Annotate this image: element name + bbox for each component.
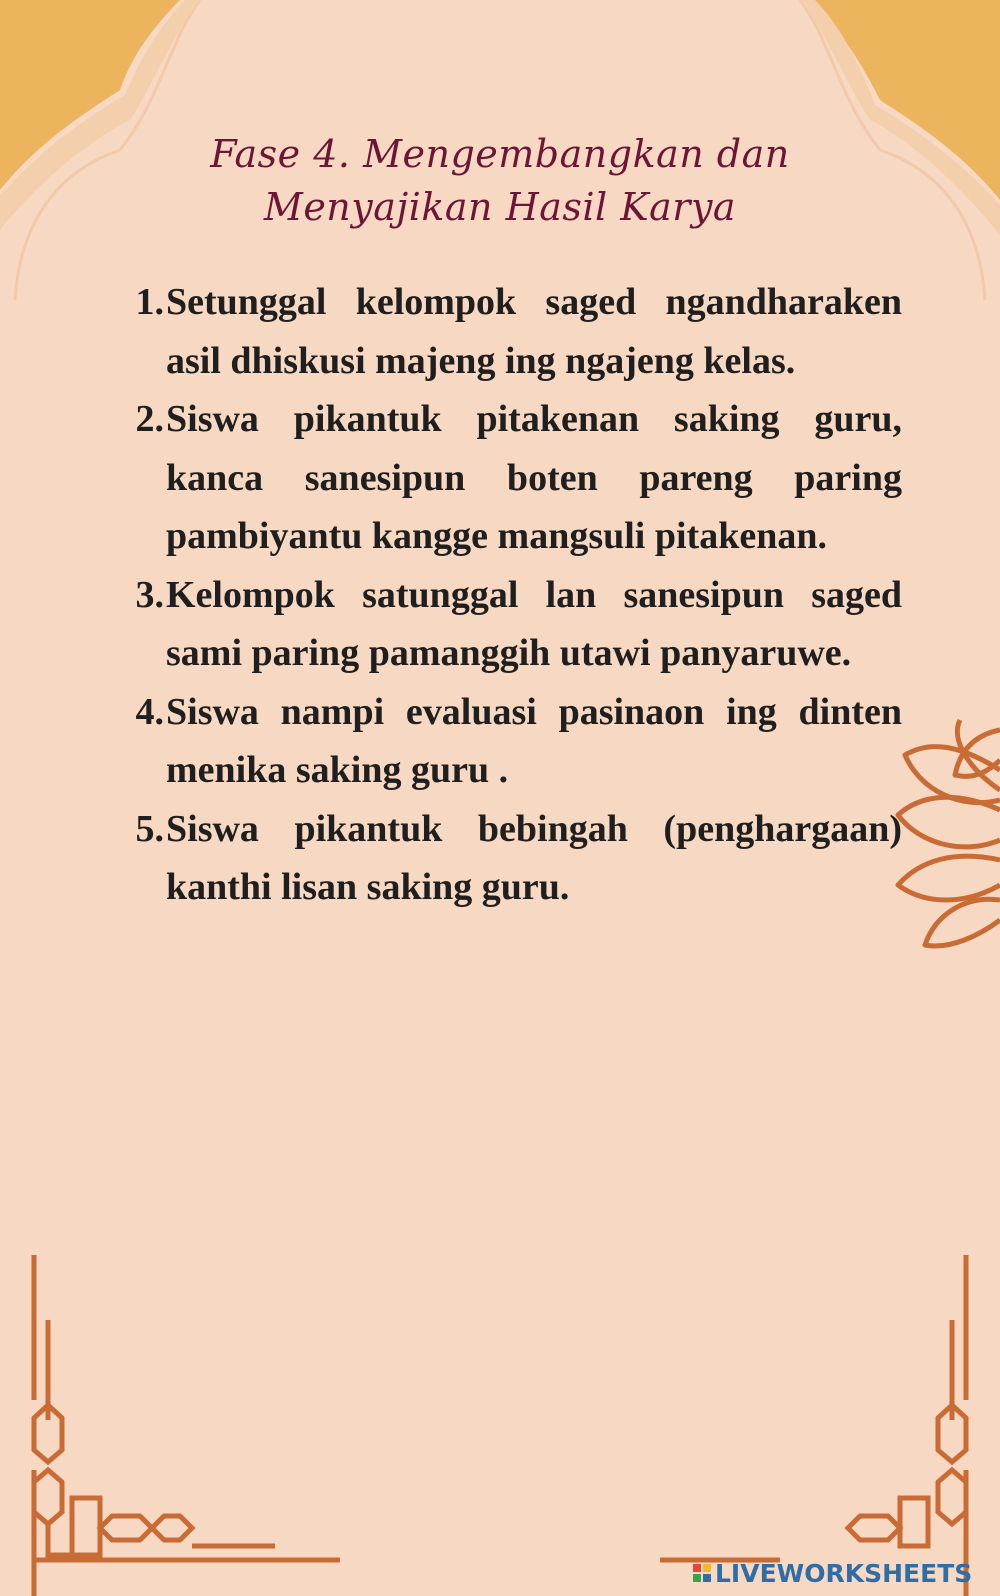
item-number: 2. xyxy=(135,398,164,440)
item-number: 5. xyxy=(135,807,164,850)
lotus-ornament xyxy=(898,720,1000,946)
watermark-text: LIVEWORKSHEETS xyxy=(715,1558,973,1588)
item-text: Setunggal kelompok saged ngandharaken asil dhiskusi majeng ing ngajeng kelas. xyxy=(166,281,902,382)
list-item xyxy=(124,800,902,917)
liveworksheets-watermark[interactable] xyxy=(693,1558,972,1588)
steps-list xyxy=(124,273,902,917)
list-item xyxy=(124,683,902,800)
item-number: 3. xyxy=(135,573,164,616)
item-text: Siswa pikantuk pitakenan saking guru, kanca sanesipun boten pareng paring pambiyantu kangge mangsuli pitakenan. xyxy=(166,398,902,557)
item-text: Kelompok satunggal lan sanesipun saged sami paring pamanggih utawi panyaruwe. xyxy=(166,573,902,674)
title-line-1: Fase 4. Mengembangkan dan xyxy=(210,132,790,176)
list-item xyxy=(124,390,902,566)
item-number: 4. xyxy=(135,690,164,733)
list-item xyxy=(124,273,902,390)
item-text: Siswa pikantuk bebingah (penghargaan) kanthi lisan saking guru. xyxy=(166,807,902,908)
item-text: Siswa nampi evaluasi pasinaon ing dinten menika saking guru . xyxy=(166,690,902,791)
bottom-right-frame-ornament xyxy=(660,1255,966,1596)
item-number: 1. xyxy=(135,281,164,323)
title-line-2: Menyajikan Hasil Karya xyxy=(263,185,737,229)
bottom-left-frame-ornament xyxy=(34,1255,340,1596)
list-item xyxy=(124,566,902,683)
page-title xyxy=(150,128,850,234)
liveworksheets-logo-icon xyxy=(693,1564,711,1582)
